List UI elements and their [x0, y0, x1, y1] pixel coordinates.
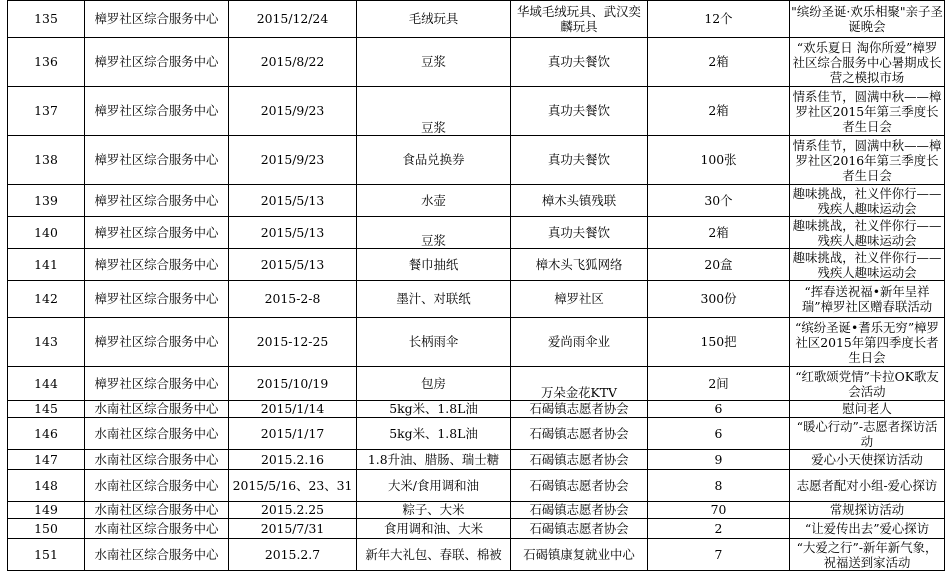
table-row — [8, 185, 945, 217]
quantity-cell: 7 — [648, 539, 790, 571]
row-number: 151 — [8, 539, 85, 571]
item-cell: 毛绒玩具 — [357, 1, 511, 38]
quantity-cell: 2箱 — [648, 38, 790, 87]
item-cell: 食用调和油、大米 — [357, 519, 511, 539]
donor-cell: 万朵金花KTV — [511, 367, 648, 401]
row-number: 143 — [8, 318, 85, 367]
row-number: 147 — [8, 450, 85, 470]
donor-cell: 爱尚雨伞业 — [511, 318, 648, 367]
organization-cell: 水南社区综合服务中心 — [85, 450, 229, 470]
quantity-cell: 6 — [648, 401, 790, 418]
table-row — [8, 539, 945, 571]
date-cell: 2015.2.25 — [229, 502, 357, 519]
date-cell: 2015-12-25 — [229, 318, 357, 367]
date-cell: 2015.2.16 — [229, 450, 357, 470]
table-row — [8, 1, 945, 38]
organization-cell: 樟罗社区综合服务中心 — [85, 185, 229, 217]
organization-cell: 樟罗社区综合服务中心 — [85, 87, 229, 136]
date-cell: 2015/12/24 — [229, 1, 357, 38]
donor-cell: 樟木头飞狐网络 — [511, 249, 648, 281]
row-number: 135 — [8, 1, 85, 38]
activity-cell: 趣味挑战，社义伴你行——残疾人趣味运动会 — [790, 249, 945, 281]
item-cell: 食品兑换券 — [357, 136, 511, 185]
donor-cell: 石碣镇志愿者协会 — [511, 502, 648, 519]
quantity-cell: 2 — [648, 519, 790, 539]
organization-cell: 樟罗社区综合服务中心 — [85, 281, 229, 318]
date-cell: 2015/9/23 — [229, 87, 357, 136]
organization-cell: 樟罗社区综合服务中心 — [85, 136, 229, 185]
item-cell: 豆浆 — [357, 87, 511, 136]
date-cell: 2015/1/17 — [229, 418, 357, 450]
table-row — [8, 87, 945, 136]
activity-cell: “大爱之行”-新年新气象，祝福送到家活动 — [790, 539, 945, 571]
activity-cell: 情系佳节，圆满中秋——樟罗社区2016年第三季度长者生日会 — [790, 136, 945, 185]
quantity-cell: 12个 — [648, 1, 790, 38]
activity-cell: “暖心行动”-志愿者探访活动 — [790, 418, 945, 450]
item-cell: 大米/食用调和油 — [357, 470, 511, 502]
table-row — [8, 519, 945, 539]
quantity-cell: 2箱 — [648, 217, 790, 249]
donor-cell: 樟罗社区 — [511, 281, 648, 318]
donor-cell: 石碣镇志愿者协会 — [511, 519, 648, 539]
table-row — [8, 249, 945, 281]
donor-cell: 真功夫餐饮 — [511, 38, 648, 87]
activity-cell: 趣味挑战，社义伴你行——残疾人趣味运动会 — [790, 185, 945, 217]
date-cell: 2015/7/31 — [229, 519, 357, 539]
organization-cell: 樟罗社区综合服务中心 — [85, 318, 229, 367]
table-row — [8, 470, 945, 502]
organization-cell: 樟罗社区综合服务中心 — [85, 217, 229, 249]
item-cell: 新年大礼包、春联、棉被 — [357, 539, 511, 571]
date-cell: 2015/9/23 — [229, 136, 357, 185]
quantity-cell: 20盒 — [648, 249, 790, 281]
activity-cell: “让爱传出去”爱心探访 — [790, 519, 945, 539]
activity-cell: 慰问老人 — [790, 401, 945, 418]
quantity-cell: 2间 — [648, 367, 790, 401]
item-cell: 长柄雨伞 — [357, 318, 511, 367]
item-cell: 1.8升油、腊肠、瑞士糖 — [357, 450, 511, 470]
item-cell: 5kg米、1.8L油 — [357, 401, 511, 418]
donation-table — [7, 0, 945, 571]
quantity-cell: 2箱 — [648, 87, 790, 136]
activity-cell: 常规探访活动 — [790, 502, 945, 519]
activity-cell: "缤纷圣诞·欢乐相聚"亲子圣诞晚会 — [790, 1, 945, 38]
activity-cell: 情系佳节，圆满中秋——樟罗社区2015年第三季度长者生日会 — [790, 87, 945, 136]
table-row — [8, 136, 945, 185]
date-cell: 2015/1/14 — [229, 401, 357, 418]
row-number: 149 — [8, 502, 85, 519]
item-cell: 包房 — [357, 367, 511, 401]
activity-cell: 趣味挑战，社义伴你行——残疾人趣味运动会 — [790, 217, 945, 249]
row-number: 145 — [8, 401, 85, 418]
table-row — [8, 502, 945, 519]
quantity-cell: 150把 — [648, 318, 790, 367]
donor-cell: 石碣镇志愿者协会 — [511, 470, 648, 502]
date-cell: 2015/10/19 — [229, 367, 357, 401]
activity-cell: “欢乐夏日 淘你所爱”樟罗社区综合服务中心暑期成长营之模拟市场 — [790, 38, 945, 87]
row-number: 141 — [8, 249, 85, 281]
quantity-cell: 9 — [648, 450, 790, 470]
table-row — [8, 217, 945, 249]
activity-cell: “红歌颂党情”卡拉OK歌友会活动 — [790, 367, 945, 401]
donor-cell: 真功夫餐饮 — [511, 217, 648, 249]
activity-cell: “缤纷圣诞•耆乐无穷”樟罗社区2015年第四季度长者生日会 — [790, 318, 945, 367]
donor-cell: 石碣镇康复就业中心 — [511, 539, 648, 571]
donor-cell: 石碣镇志愿者协会 — [511, 401, 648, 418]
organization-cell: 樟罗社区综合服务中心 — [85, 367, 229, 401]
row-number: 150 — [8, 519, 85, 539]
organization-cell: 水南社区综合服务中心 — [85, 470, 229, 502]
row-number: 137 — [8, 87, 85, 136]
item-cell: 豆浆 — [357, 38, 511, 87]
donor-cell: 真功夫餐饮 — [511, 136, 648, 185]
quantity-cell: 8 — [648, 470, 790, 502]
item-cell: 餐巾抽纸 — [357, 249, 511, 281]
activity-cell: 志愿者配对小组-爱心探访 — [790, 470, 945, 502]
date-cell: 2015/5/13 — [229, 217, 357, 249]
row-number: 148 — [8, 470, 85, 502]
table-row — [8, 367, 945, 401]
donor-cell: 真功夫餐饮 — [511, 87, 648, 136]
organization-cell: 水南社区综合服务中心 — [85, 502, 229, 519]
row-number: 140 — [8, 217, 85, 249]
item-cell: 粽子、大米 — [357, 502, 511, 519]
donor-cell: 石碣镇志愿者协会 — [511, 418, 648, 450]
item-cell: 墨汁、对联纸 — [357, 281, 511, 318]
row-number: 136 — [8, 38, 85, 87]
organization-cell: 樟罗社区综合服务中心 — [85, 1, 229, 38]
donor-cell: 华域毛绒玩具、武汉奕麟玩具 — [511, 1, 648, 38]
organization-cell: 水南社区综合服务中心 — [85, 539, 229, 571]
donor-cell: 石碣镇志愿者协会 — [511, 450, 648, 470]
item-cell: 豆浆 — [357, 217, 511, 249]
date-cell: 2015/5/13 — [229, 249, 357, 281]
table-row — [8, 281, 945, 318]
table-row — [8, 318, 945, 367]
organization-cell: 水南社区综合服务中心 — [85, 401, 229, 418]
table-row — [8, 38, 945, 87]
table-row — [8, 418, 945, 450]
activity-cell: 爱心小天使探访活动 — [790, 450, 945, 470]
table-row — [8, 401, 945, 418]
date-cell: 2015/5/16、23、31 — [229, 470, 357, 502]
organization-cell: 樟罗社区综合服务中心 — [85, 38, 229, 87]
quantity-cell: 30个 — [648, 185, 790, 217]
organization-cell: 樟罗社区综合服务中心 — [85, 249, 229, 281]
row-number: 138 — [8, 136, 85, 185]
row-number: 146 — [8, 418, 85, 450]
date-cell: 2015-2-8 — [229, 281, 357, 318]
donor-cell: 樟木头镇残联 — [511, 185, 648, 217]
organization-cell: 水南社区综合服务中心 — [85, 519, 229, 539]
row-number: 139 — [8, 185, 85, 217]
quantity-cell: 100张 — [648, 136, 790, 185]
item-cell: 水壶 — [357, 185, 511, 217]
row-number: 144 — [8, 367, 85, 401]
table-row — [8, 450, 945, 470]
date-cell: 2015.2.7 — [229, 539, 357, 571]
activity-cell: “挥春送祝福•新年呈祥瑞”樟罗社区赠春联活动 — [790, 281, 945, 318]
quantity-cell: 70 — [648, 502, 790, 519]
quantity-cell: 6 — [648, 418, 790, 450]
date-cell: 2015/8/22 — [229, 38, 357, 87]
date-cell: 2015/5/13 — [229, 185, 357, 217]
row-number: 142 — [8, 281, 85, 318]
quantity-cell: 300份 — [648, 281, 790, 318]
item-cell: 5kg米、1.8L油 — [357, 418, 511, 450]
organization-cell: 水南社区综合服务中心 — [85, 418, 229, 450]
